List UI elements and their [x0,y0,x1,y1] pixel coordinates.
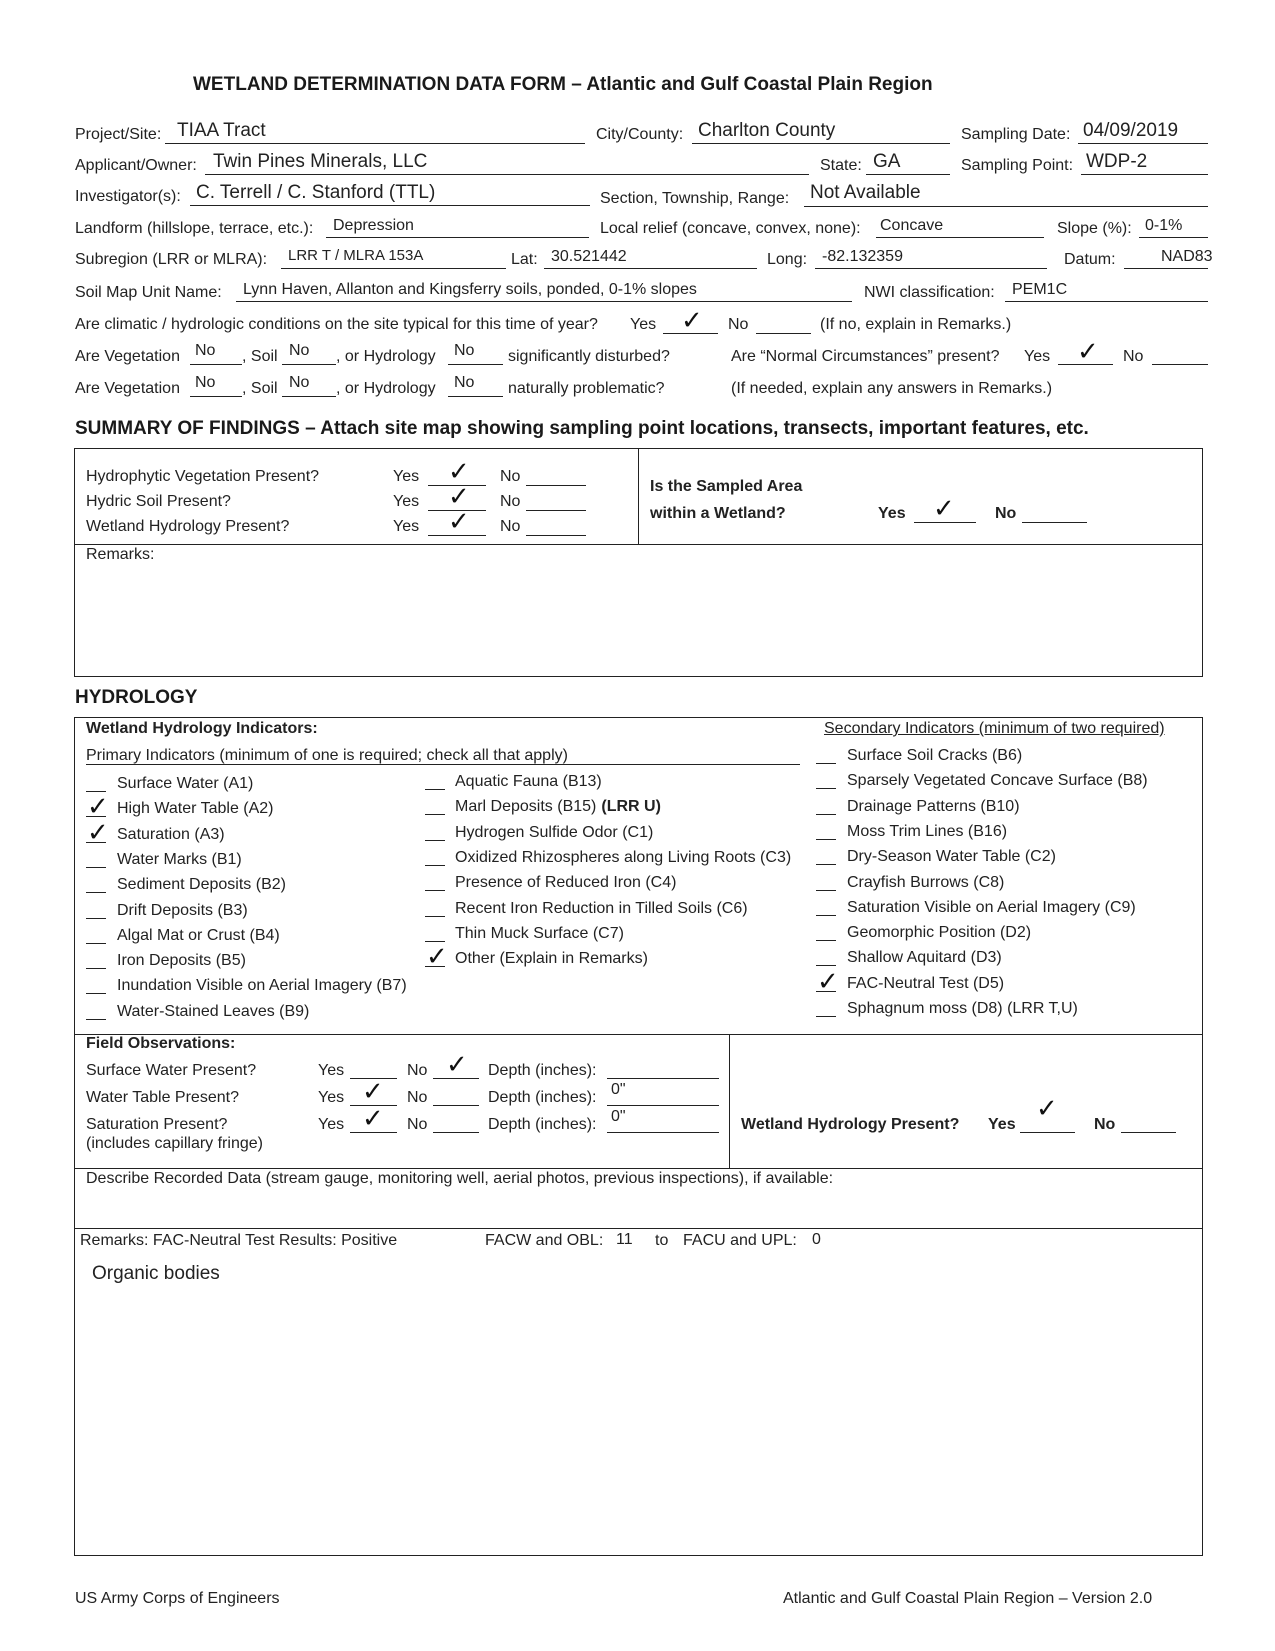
sampled-no: No [995,505,1017,522]
primary-indicator-label-text: Surface Water (A1) [117,775,254,792]
primary-indicator-label [455,824,653,842]
datum-line [1124,268,1208,269]
footer-right: Atlantic and Gulf Coastal Plain Region – Version 2.0 [783,1590,1153,1607]
primary-indicator-label-text: Hydrogen Sulfide Odor (C1) [455,823,654,841]
primary-indicator-label [117,952,246,970]
primary-indicator-label-text: Recent Iron Reduction in Tilled Soils (C6) [455,899,748,917]
primary-indicator-label [117,876,286,894]
summary-q1-yes: Yes [393,468,420,485]
summary-q3-check-icon: ✓ [448,507,470,537]
saturation-depth[interactable]: 0" [611,1108,626,1125]
secondary-indicator-label [847,772,1148,790]
primary-indicator-check-icon: ✓ [426,942,448,973]
investigator-value[interactable]: C. Terrell / C. Stanford (TTL) [196,182,436,203]
landform-line [326,237,589,238]
secondary-indicator-label [847,874,1004,892]
primary-indicator-label-text: Inundation Visible on Aerial Imagery (B7) [117,977,407,995]
remarks-divider [74,1228,1202,1229]
wetland-hydro-no: No [1094,1116,1116,1133]
hydrology-remarks-text[interactable]: Organic bodies [92,1263,220,1284]
hydro-value-1[interactable]: No [454,342,475,359]
primary-indicator-label-text: Saturation (A3) [117,825,225,843]
point-label: Sampling Point: [961,157,1074,174]
secondary-indicator-label-text: Dry-Season Water Table (C2) [847,848,1056,866]
secondary-indicator-label-text: FAC-Neutral Test (D5) [847,974,1005,992]
secondary-indicator-label-text: Surface Soil Cracks (B6) [847,747,1023,764]
climatic-yes-label: Yes [630,316,657,333]
secondary-indicator-label-text: Moss Trim Lines (B16) [847,822,1008,840]
datum-value[interactable]: NAD83 [1161,248,1213,265]
summary-q1-check-icon: ✓ [448,457,470,487]
saturation-no-line[interactable] [433,1132,479,1133]
secondary-indicator-label-text: Shallow Aquitard (D3) [847,949,1002,967]
field-obs-divider [74,1034,1202,1035]
to-text: to [655,1232,669,1249]
secondary-indicator-label [847,975,1004,993]
normal-no-line[interactable] [1152,364,1208,365]
normal-yes-check-icon: ✓ [1077,337,1099,367]
secondary-indicator-checkbox[interactable] [816,915,836,916]
climatic-note: (If no, explain in Remarks.) [820,316,1012,333]
indicators-label: Wetland Hydrology Indicators: [86,720,318,737]
secondary-indicator-label-text: Geomorphic Position (D2) [847,924,1032,942]
primary-indicator-label [117,800,274,818]
city-line [692,143,950,144]
primary-label-line [86,764,800,765]
hydrology-heading: HYDROLOGY [75,687,198,708]
summary-q3-yes: Yes [393,518,420,535]
primary-indicator-checkbox[interactable] [86,1019,106,1020]
secondary-indicator-label-text: Saturation Visible on Aerial Imagery (C9) [847,898,1136,916]
normal-yes-label: Yes [1024,348,1051,365]
relief-value[interactable]: Concave [880,217,944,234]
saturation-depth-line [607,1132,719,1133]
water-table-q: Water Table Present? [86,1089,239,1106]
primary-indicator-label [117,927,280,945]
primary-indicator-label-text: Water-Stained Leaves (B9) [117,1002,310,1020]
investigator-line [190,205,590,206]
primary-indicator-label [455,798,661,816]
summary-q3-no: No [500,518,521,535]
normal-no-label: No [1123,348,1144,365]
saturation-yes-check-icon: ✓ [362,1104,384,1134]
facw-value: 11 [616,1231,633,1248]
secondary-label: Secondary Indicators (minimum of two required) [824,720,1165,737]
secondary-indicator-label [847,949,1002,967]
sampled-yes: Yes [878,505,906,522]
primary-indicator-label-text: Algal Mat or Crust (B4) [117,926,280,944]
relief-line [876,237,1044,238]
state-label: State: [820,157,862,174]
sampled-area-q2: within a Wetland? [650,505,786,522]
primary-indicator-label [455,773,602,791]
date-label: Sampling Date: [961,126,1071,143]
project-value[interactable]: TIAA Tract [177,120,266,141]
wetland-hydro-yes-line[interactable] [1020,1132,1075,1133]
primary-indicator-label-suffix: (LRR U) [601,798,661,816]
primary-indicator-label [117,775,253,793]
city-value[interactable]: Charlton County [698,120,836,141]
water-table-depth[interactable]: 0" [611,1081,626,1098]
soil-word-1: , Soil [242,348,278,365]
hydro-line-2 [448,396,503,397]
project-line [165,143,585,144]
slope-line [1139,237,1208,238]
surface-water-depth-label: Depth (inches): [488,1062,597,1079]
cap-fringe: (includes capillary fringe) [86,1135,263,1152]
summary-heading: SUMMARY OF FINDINGS – Attach site map showing sampling point locations, transects, important features, etc. [75,418,1089,439]
soil-value[interactable]: Lynn Haven, Allanton and Kingsferry soils, ponded, 0-1% slopes [243,281,697,298]
secondary-indicator-checkbox[interactable] [816,890,836,891]
subregion-value[interactable]: LRR T / MLRA 153A [288,247,424,264]
date-value[interactable]: 04/09/2019 [1083,120,1179,141]
primary-indicator-label [455,874,676,892]
primary-indicator-check-icon: ✓ [87,792,109,823]
primary-indicator-label-text: Aquatic Fauna (B13) [455,773,602,790]
primary-indicator-checkbox[interactable] [86,892,106,893]
landform-value[interactable]: Depression [333,217,414,234]
date-line [1078,143,1208,144]
long-line [815,268,1047,269]
summary-q1-no: No [500,468,521,485]
point-line [1081,174,1208,175]
primary-indicator-label [117,851,242,869]
primary-indicator-checkbox[interactable] [86,918,106,919]
summary-q3-no-line[interactable] [526,535,586,536]
nwi-label: NWI classification: [864,284,995,301]
city-label: City/County: [596,126,684,143]
surface-water-q: Surface Water Present? [86,1062,257,1079]
recorded-divider [74,1168,1202,1169]
sampled-check-icon: ✓ [933,494,955,524]
secondary-indicator-checkbox[interactable] [816,864,836,865]
saturation-depth-label: Depth (inches): [488,1116,597,1133]
secondary-indicator-label-text: Sparsely Vegetated Concave Surface (B8) [847,772,1148,790]
normal-question: Are “Normal Circumstances” present? [731,348,1000,365]
sampled-no-line[interactable] [1022,522,1087,523]
primary-indicator-checkbox[interactable] [425,865,445,866]
surface-water-no-check-icon: ✓ [446,1050,468,1080]
primary-indicator-label [117,977,407,995]
primary-indicator-label-text: Sediment Deposits (B2) [117,876,286,894]
form-title: WETLAND DETERMINATION DATA FORM – Atlantic and Gulf Coastal Plain Region [193,74,933,95]
water-table-depth-line [607,1105,719,1106]
secondary-indicator-label [847,798,1020,816]
soil-value-1[interactable]: No [289,342,310,359]
secondary-indicator-checkbox[interactable] [816,763,836,764]
point-value[interactable]: WDP-2 [1086,151,1148,172]
summary-q3: Wetland Hydrology Present? [86,518,290,535]
field-obs-vdivider [729,1034,730,1169]
hydro-word-2: , or Hydrology [336,380,436,397]
summary-q2: Hydric Soil Present? [86,493,231,510]
primary-indicator-checkbox[interactable] [425,789,445,790]
water-table-no-line[interactable] [433,1105,479,1106]
secondary-indicator-checkbox[interactable] [816,839,836,840]
veg-line-2 [190,396,242,397]
primary-indicator-checkbox[interactable] [425,890,445,891]
primary-indicator-label [117,1003,309,1021]
surface-water-no: No [407,1062,428,1079]
hydro-value-2[interactable]: No [454,374,475,391]
water-table-no: No [407,1089,428,1106]
veg-label-2: Are Vegetation [75,380,180,397]
water-table-yes-check-icon: ✓ [362,1077,384,1107]
summary-q2-no: No [500,493,521,510]
wetland-hydro-q: Wetland Hydrology Present? [741,1116,960,1133]
climatic-question: Are climatic / hydrologic conditions on the site typical for this time of year? [75,316,598,333]
wetland-hydro-yes: Yes [988,1116,1016,1133]
applicant-label: Applicant/Owner: [75,157,197,174]
secondary-indicator-checkbox[interactable] [816,940,836,941]
summary-q2-no-line[interactable] [526,510,586,511]
saturation-q: Saturation Present? [86,1116,228,1133]
section-value[interactable]: Not Available [810,182,921,203]
soil-line-2 [282,396,336,397]
primary-indicator-checkbox[interactable] [86,943,106,944]
primary-indicator-checkbox[interactable] [86,867,106,868]
climatic-yes-check-icon: ✓ [681,306,703,336]
summary-q1: Hydrophytic Vegetation Present? [86,468,320,485]
secondary-indicator-label-text: Sphagnum moss (D8) (LRR T,U) [847,1000,1078,1017]
soil-label: Soil Map Unit Name: [75,284,222,301]
veg-value-2[interactable]: No [195,374,216,391]
surface-water-depth-line[interactable] [607,1078,719,1079]
wetland-hydro-no-line[interactable] [1121,1132,1176,1133]
veg-line-1 [190,364,242,365]
summary-q2-check-icon: ✓ [448,482,470,512]
primary-indicator-label-text: High Water Table (A2) [117,800,274,818]
lat-value[interactable]: 30.521442 [551,248,627,265]
summary-remarks-label: Remarks: [86,546,155,563]
slope-value[interactable]: 0-1% [1145,217,1183,234]
project-label: Project/Site: [75,126,162,143]
secondary-indicator-label [847,924,1031,942]
wetland-hydro-check-icon: ✓ [1036,1094,1058,1124]
state-value[interactable]: GA [873,151,901,172]
slope-label: Slope (%): [1057,220,1132,237]
primary-indicator-checkbox[interactable] [425,840,445,841]
climatic-no-line[interactable] [756,333,811,334]
saturation-no: No [407,1116,428,1133]
sampled-area-q1: Is the Sampled Area [650,478,803,495]
veg-value-1[interactable]: No [195,342,216,359]
surface-water-yes: Yes [318,1062,345,1079]
secondary-indicator-label-text: Crayfish Burrows (C8) [847,873,1005,891]
soil-line-1 [282,364,336,365]
lat-line [544,268,757,269]
primary-indicator-checkbox[interactable] [86,993,106,994]
primary-indicator-label-text: Drift Deposits (B3) [117,901,248,919]
summary-q2-yes: Yes [393,493,420,510]
secondary-indicator-checkbox[interactable] [816,788,836,789]
hydro-line-1 [448,364,503,365]
landform-label: Landform (hillslope, terrace, etc.): [75,220,314,237]
fac-remarks-label: Remarks: FAC-Neutral Test Results: Positive [80,1232,398,1249]
primary-label: Primary Indicators (minimum of one is required; check all that apply) [86,747,568,764]
facu-label: FACU and UPL: [683,1232,797,1249]
secondary-indicator-checkbox[interactable] [816,814,836,815]
hydro-word-1: , or Hydrology [336,348,436,365]
secondary-indicator-label [847,823,1007,841]
field-obs-label: Field Observations: [86,1035,236,1052]
veg-label-1: Are Vegetation [75,348,180,365]
secondary-indicator-label [847,848,1056,866]
section-label: Section, Township, Range: [600,190,790,207]
soil-value-2[interactable]: No [289,374,310,391]
subregion-line [281,268,506,269]
saturation-yes: Yes [318,1116,345,1133]
footer-left: US Army Corps of Engineers [75,1590,280,1607]
applicant-line [205,174,809,175]
primary-indicator-label [455,849,791,867]
secondary-indicator-label [847,899,1136,917]
climatic-no-label: No [728,316,749,333]
primary-indicator-label-text: Marl Deposits (B15) [455,798,597,816]
water-table-yes: Yes [318,1089,345,1106]
long-label: Long: [767,251,808,268]
recorded-data-label: Describe Recorded Data (stream gauge, monitoring well, aerial photos, previous inspections), if available: [86,1170,834,1187]
applicant-value[interactable]: Twin Pines Minerals, LLC [213,151,428,172]
primary-indicator-label [117,826,225,844]
primary-indicator-check-icon: ✓ [87,817,109,848]
primary-indicator-label [455,900,748,918]
facu-value: 0 [812,1231,821,1248]
primary-indicator-label-text: Iron Deposits (B5) [117,952,246,970]
disturbed-text: significantly disturbed? [508,348,670,365]
nwi-line [1005,301,1208,302]
soil-word-2: , Soil [242,380,278,397]
primary-indicator-checkbox[interactable] [425,814,445,815]
lat-label: Lat: [511,251,538,268]
primary-indicator-label-text: Water Marks (B1) [117,850,242,868]
long-value[interactable]: -82.132359 [822,248,903,265]
primary-indicator-label-text: Thin Muck Surface (C7) [455,924,624,942]
relief-label: Local relief (concave, convex, none): [600,220,861,237]
summary-q1-no-line[interactable] [526,485,586,486]
primary-indicator-label [117,902,248,920]
datum-label: Datum: [1064,251,1116,268]
secondary-indicator-checkbox[interactable] [816,1016,836,1017]
normal-note: (If needed, explain any answers in Remarks.) [731,380,1053,397]
secondary-indicator-check-icon: ✓ [817,966,839,997]
secondary-indicator-label [847,1000,1078,1018]
summary-vdivider [638,448,639,545]
secondary-indicator-label [847,747,1022,765]
investigator-label: Investigator(s): [75,188,181,205]
subregion-label: Subregion (LRR or MLRA): [75,251,268,268]
facw-label: FACW and OBL: [485,1232,604,1249]
primary-indicator-label-text: Other (Explain in Remarks) [455,950,648,968]
soil-line [236,301,852,302]
water-table-depth-label: Depth (inches): [488,1089,597,1106]
secondary-indicator-label-text: Drainage Patterns (B10) [847,797,1020,815]
primary-indicator-label [455,925,624,943]
primary-indicator-label [455,950,648,968]
nwi-value[interactable]: PEM1C [1012,281,1068,298]
primary-indicator-label-text: Oxidized Rhizospheres along Living Roots (C3) [455,848,792,866]
primary-indicator-checkbox[interactable] [86,968,106,969]
section-line [804,206,1208,207]
problematic-text: naturally problematic? [508,380,665,397]
primary-indicator-checkbox[interactable] [425,916,445,917]
state-line [866,174,950,175]
primary-indicator-label-text: Presence of Reduced Iron (C4) [455,874,677,892]
